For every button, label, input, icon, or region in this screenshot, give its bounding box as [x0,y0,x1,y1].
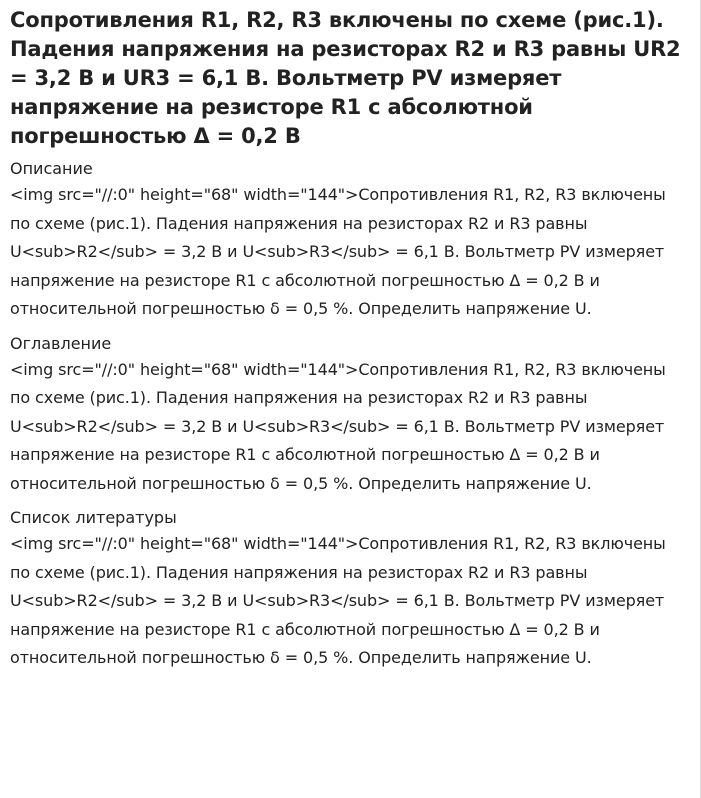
section-references [10,506,690,673]
section-body-references: <img src="//:0" height="68" width="144">Сопротивления R1, R2, R3 включены по схеме (рис.1). Падения напряжения на резисторах R2 и R3 равны U<sub>R2</sub> = 3,2 В и U<sub>R3</sub> = 6,1 В. Вольтметр PV измеряет напряжение на резисторе R1 с абсолютной погрешностью Δ = 0,2 В и относительной погрешностью δ = 0,5 %. Определить напряжение U. [10,534,666,667]
section-heading-description: Описание [10,159,93,178]
section-body-description: <img src="//:0" height="68" width="144">Сопротивления R1, R2, R3 включены по схеме (рис.1). Падения напряжения на резисторах R2 и R3 равны U<sub>R2</sub> = 3,2 В и U<sub>R3</sub> = 6,1 В. Вольтметр PV измеряет напряжение на резисторе R1 с абсолютной погрешностью Δ = 0,2 В и относительной погрешностью δ = 0,5 %. Определить напряжение U. [10,185,666,318]
page-title: Сопротивления R1, R2, R3 включены по схеме (рис.1). Падения напряжения на резисторах R2 и R3 равны UR2 = 3,2 В и UR3 = 6,1 В. Вольтметр PV измеряет напряжение на резисторе R1 с абсолютной погрешностью Δ = 0,2 В [10,8,681,148]
section-body-contents: <img src="//:0" height="68" width="144">Сопротивления R1, R2, R3 включены по схеме (рис.1). Падения напряжения на резисторах R2 и R3 равны U<sub>R2</sub> = 3,2 В и U<sub>R3</sub> = 6,1 В. Вольтметр PV измеряет напряжение на резисторе R1 с абсолютной погрешностью Δ = 0,2 В и относительной погрешностью δ = 0,5 %. Определить напряжение U. [10,359,666,493]
section-contents [10,332,690,499]
section-heading-contents: Оглавление [10,333,112,353]
section-heading-references: Список литературы [10,508,177,527]
section-description [10,157,690,324]
